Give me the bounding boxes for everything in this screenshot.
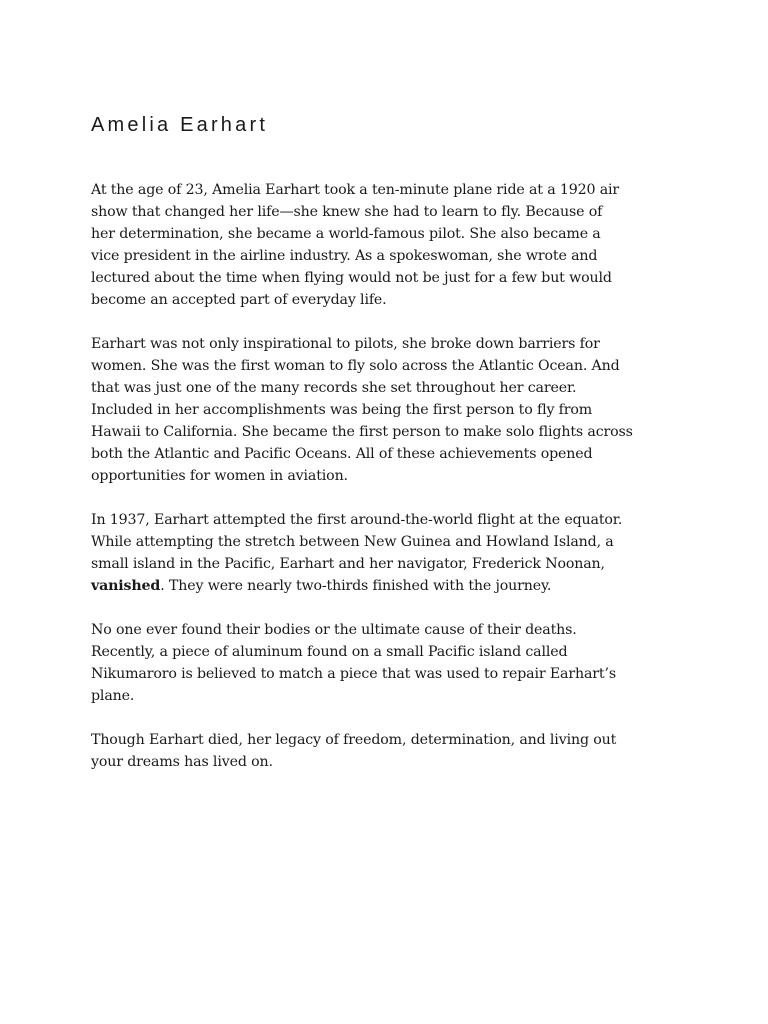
paragraph-1: At the age of 23, Amelia Earhart took a ten-minute plane ride at a 1920 air show that changed her life—she knew she had to learn to fly. Because of her determination, she became a world-famous pilot. She also became a vice president in the airline industry. As a spokeswoman, she wrote and lectured about the time when flying would not be just for a few but would become an accepted part of everyday life. — [91, 182, 620, 308]
paragraph-5: Though Earhart died, her legacy of freedom, determination, and living out your dreams has lived on. — [91, 732, 617, 770]
document-title: Amelia Earhart — [91, 114, 269, 136]
paragraph-2: Earhart was not only inspirational to pilots, she broke down barriers for women. She was the first woman to fly solo across the Atlantic Ocean. And that was just one of the many records she set throughout her career. Included in her accomplishments was being the first person to fly from Hawaii to California. She became the first person to make solo flights across both the Atlantic and Pacific Oceans. All of these achievements opened opportunities for women in aviation. — [91, 336, 633, 484]
paragraph-3-text-before: In 1937, Earhart attempted the first around-the-world flight at the equator. While attempting the stretch between New Guinea and Howland Island, a small island in the Pacific, Earhart and her navigator, Frederick Noonan, — [91, 512, 623, 572]
emphasized-word: vanished — [91, 578, 161, 594]
paragraph-4: No one ever found their bodies or the ultimate cause of their deaths. Recently, a piece of aluminum found on a small Pacific island called Nikumaroro is believed to match a piece that was used to repair Earhart’s plane. — [91, 622, 616, 704]
document-body — [91, 179, 721, 795]
paragraph-3-text-after: . They were nearly two-thirds finished with the journey. — [160, 578, 552, 594]
paragraph-3 — [91, 509, 721, 597]
